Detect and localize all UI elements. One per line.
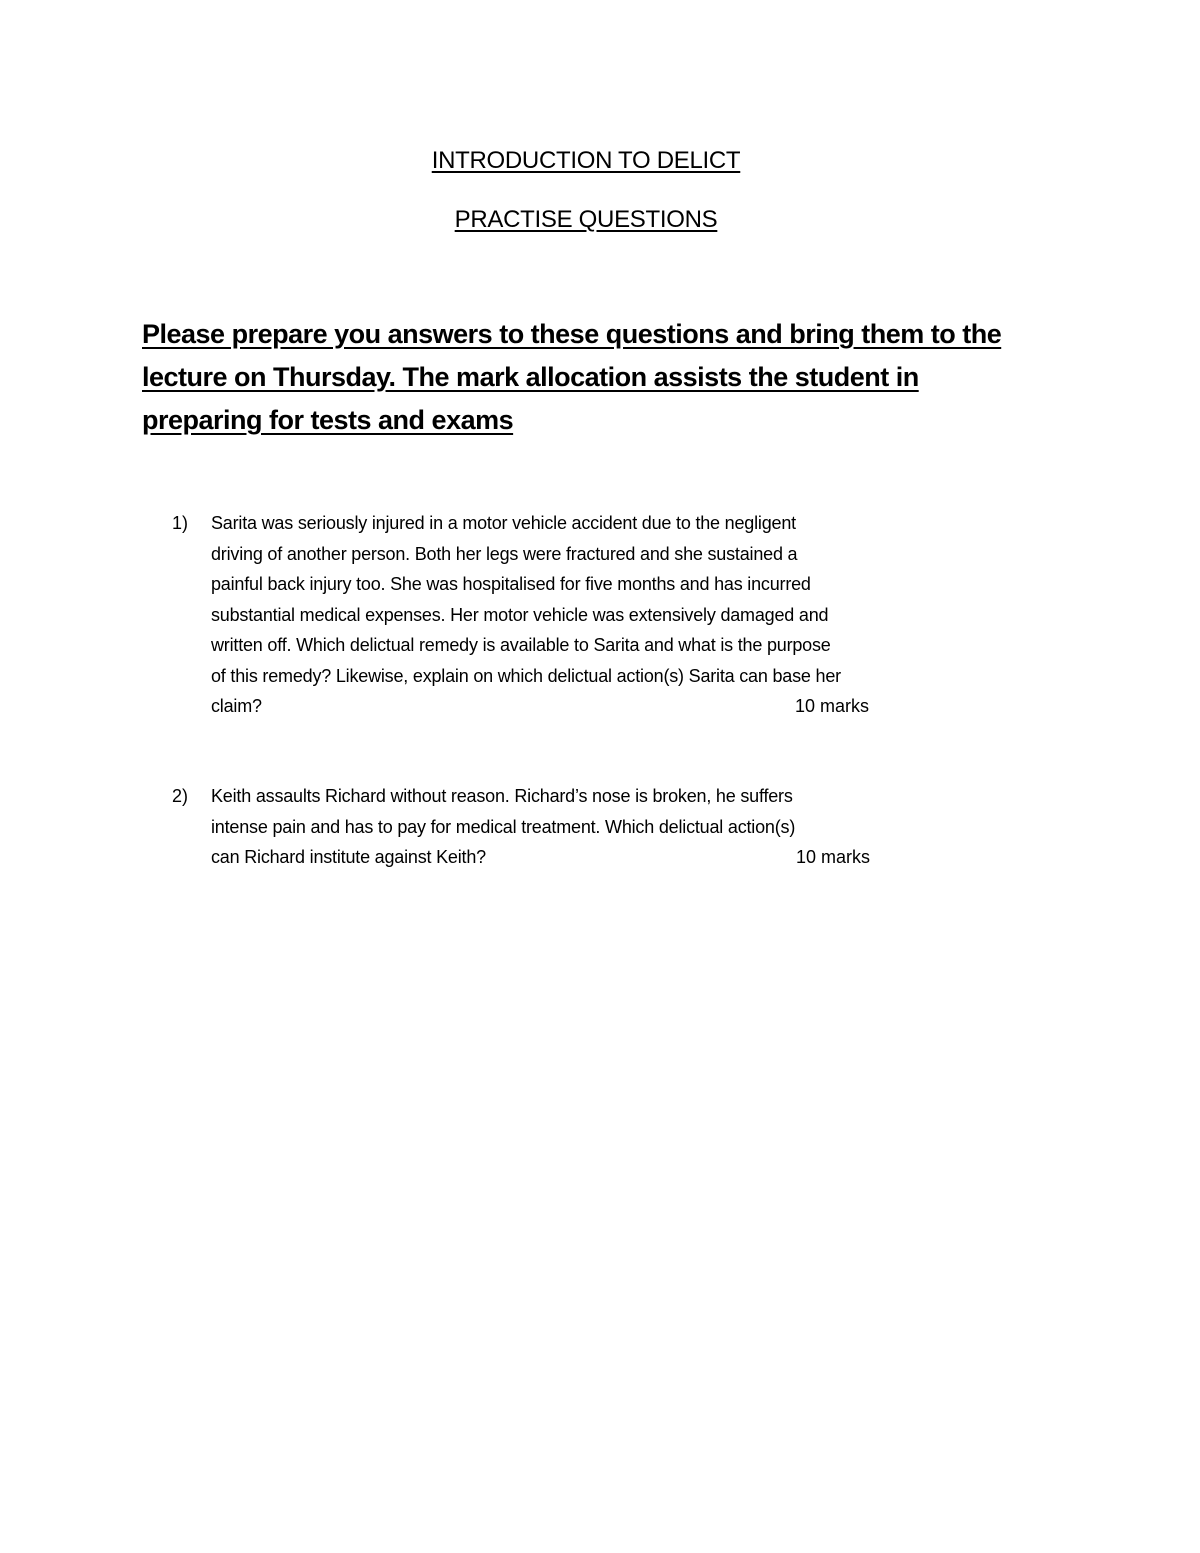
- question-line: written off. Which delictual remedy is available to Sarita and what is the purpose: [211, 635, 831, 655]
- question-line: intense pain and has to pay for medical treatment. Which delictual action(s): [211, 816, 796, 837]
- question-line: can Richard institute against Keith?: [211, 847, 486, 867]
- instruction-line: preparing for tests and exams: [142, 405, 514, 435]
- document-subtitle: PRACTISE QUESTIONS: [454, 206, 718, 233]
- instruction-line: lecture on Thursday. The mark allocation assists the student in: [142, 362, 919, 392]
- question-line: driving of another person. Both her legs were fractured and she sustained a: [211, 543, 798, 564]
- question-marks: 10 marks: [796, 847, 871, 867]
- instruction-paragraph: [142, 313, 1062, 442]
- question-line: of this remedy? Likewise, explain on which delictual action(s) Sarita can base her: [211, 665, 841, 686]
- question-marks: 10 marks: [795, 696, 870, 716]
- question-text: [211, 508, 908, 722]
- instruction-line: Please prepare you answers to these questions and bring them to the: [142, 319, 1002, 349]
- question-number: 1): [172, 513, 189, 533]
- document-title: INTRODUCTION TO DELICT: [431, 147, 741, 174]
- question-line: claim?: [211, 696, 262, 716]
- question-line: painful back injury too. She was hospitalised for five months and has incurred: [211, 574, 811, 594]
- question-line: Keith assaults Richard without reason. Richard’s nose is broken, he suffers: [211, 786, 793, 806]
- question-number: 2): [172, 786, 189, 806]
- question-line: substantial medical expenses. Her motor vehicle was extensively damaged and: [211, 604, 829, 625]
- question-line: Sarita was seriously injured in a motor vehicle accident due to the negligent: [211, 513, 796, 533]
